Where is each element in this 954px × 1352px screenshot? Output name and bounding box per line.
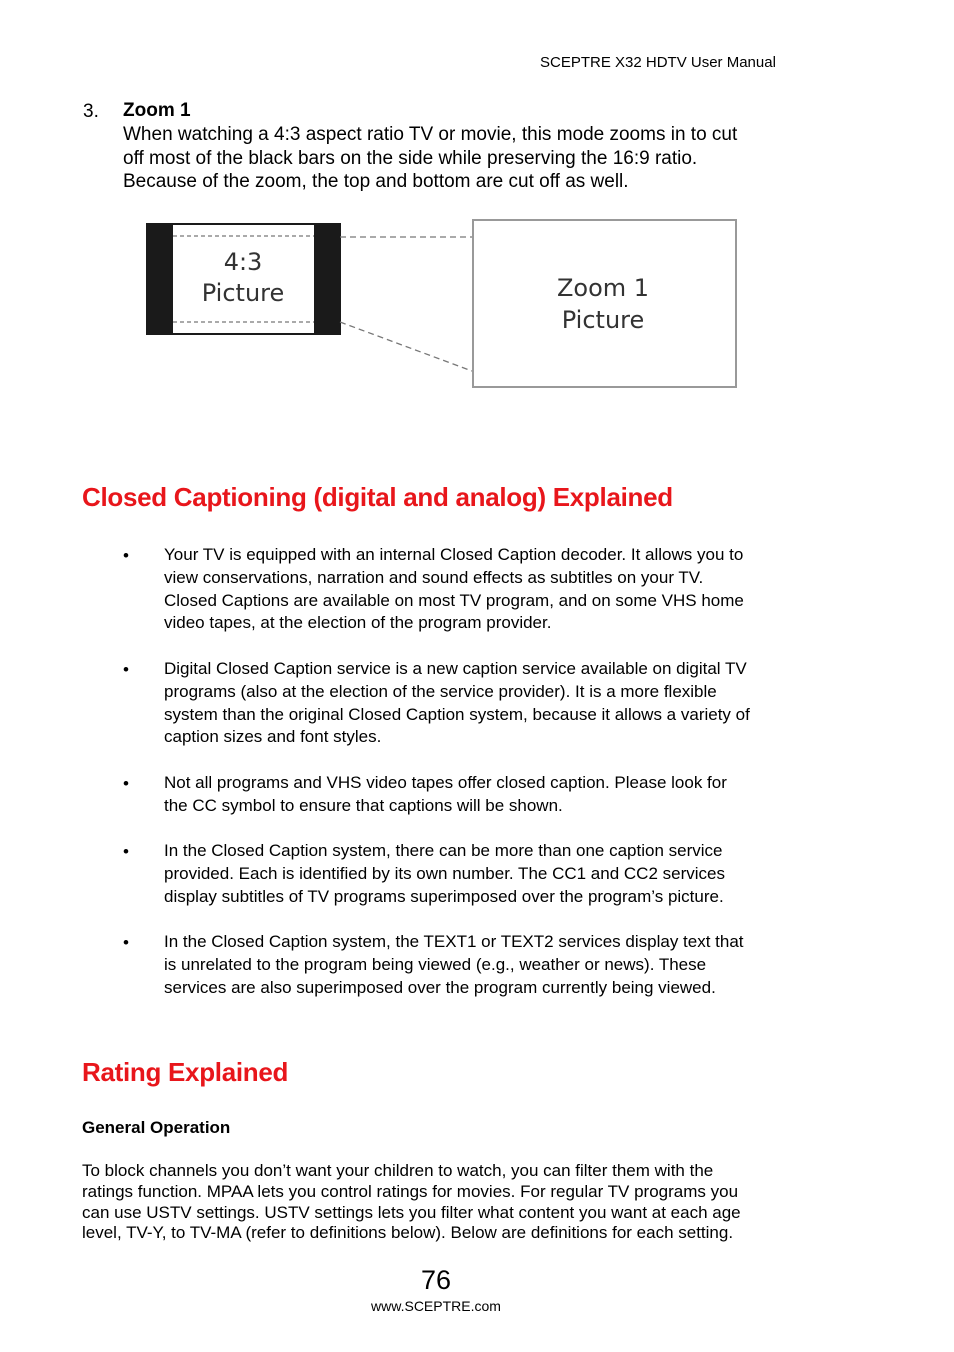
zoom-desc-line: Because of the zoom, the top and bottom are cut off as well. [123,171,629,192]
bullet-line: video tapes, at the election of the program provider. [164,613,552,633]
rating-paragraph [82,1161,802,1244]
zoom-desc-line: When watching a 4:3 aspect ratio TV or movie, this mode zooms in to cut [123,124,738,145]
bullet-glyph: • [123,774,129,793]
bullet-line: Digital Closed Caption service is a new caption service available on digital TV [164,659,747,678]
bullet-line: Closed Captions are available on most TV program, and on some VHS home [164,590,744,610]
bullet-line: In the Closed Caption system, the TEXT1 or TEXT2 services display text that [164,932,744,951]
cc-bullet-1 [164,544,804,635]
bullet-line: view conservations, narration and sound effects as subtitles on your TV. [164,567,704,587]
zoom-desc-line: off most of the black bars on the side while preserving the 16:9 ratio. [123,147,698,169]
bullet-glyph: • [123,660,129,679]
cc-bullet-4 [164,840,804,908]
bullet-line: the CC symbol to ensure that captions will be shown. [164,795,563,815]
bullet-line: caption sizes and font styles. [164,727,382,747]
paragraph-line: level, TV-Y, to TV-MA (refer to definitions below). Below are definitions for each setting. [82,1223,734,1243]
bullet-line: is unrelated to the program being viewed (e.g., weather or news). These [164,954,707,974]
bullet-line: Your TV is equipped with an internal Closed Caption decoder. It allows you to [164,545,744,564]
rating-heading: Rating Explained [82,1057,289,1087]
cc-bullet-5 [164,931,804,999]
left-black-bar [147,224,173,334]
bullet-line: services are also superimposed over the program currently being viewed. [164,977,716,997]
zoom-diagram [0,0,954,420]
label-43-picture: Picture [201,279,285,307]
bullet-glyph: • [123,842,129,861]
list-item-number: 3. [83,101,99,122]
footer-website: www.SCEPTRE.com [371,1298,501,1314]
zoom-item-title: Zoom 1 [123,100,191,121]
dashed-connector-bottom [340,322,472,371]
bullet-glyph: • [123,933,129,952]
general-operation-subheading: General Operation [82,1118,231,1137]
paragraph-line: ratings function. MPAA lets you control ratings for movies. For regular TV programs you [82,1181,739,1201]
page-number: 76 [420,1265,452,1295]
label-zoom1-picture: Picture [561,306,645,334]
manual-header-title: SCEPTRE X32 HDTV User Manual [540,54,776,71]
paragraph-line: To block channels you don’t want your children to watch, you can filter them with the [82,1161,714,1180]
bullet-line: display subtitles of TV programs superimposed over the program’s picture. [164,886,724,906]
bullet-line: system than the original Closed Caption system, because it allows a variety of [164,704,750,724]
paragraph-line: can use USTV settings. USTV settings lets you filter what content you want at each age [82,1202,741,1222]
cc-bullet-3 [164,772,804,818]
bullet-line: In the Closed Caption system, there can be more than one caption service [164,841,723,860]
zoom1-picture-frame [473,220,736,387]
label-zoom1: Zoom 1 [556,274,650,302]
bullet-line: provided. Each is identified by its own number. The CC1 and CC2 services [164,863,725,883]
cc-bullet-2 [164,658,804,749]
bullet-glyph: • [123,546,129,565]
bullet-line: Not all programs and VHS video tapes offer closed caption. Please look for [164,773,727,792]
closed-captioning-heading: Closed Captioning (digital and analog) Explained [82,482,673,512]
label-43: 4:3 [223,248,263,276]
right-black-bar [314,224,340,334]
bullet-line: programs (also at the election of the service provider). It is a more flexible [164,681,717,701]
